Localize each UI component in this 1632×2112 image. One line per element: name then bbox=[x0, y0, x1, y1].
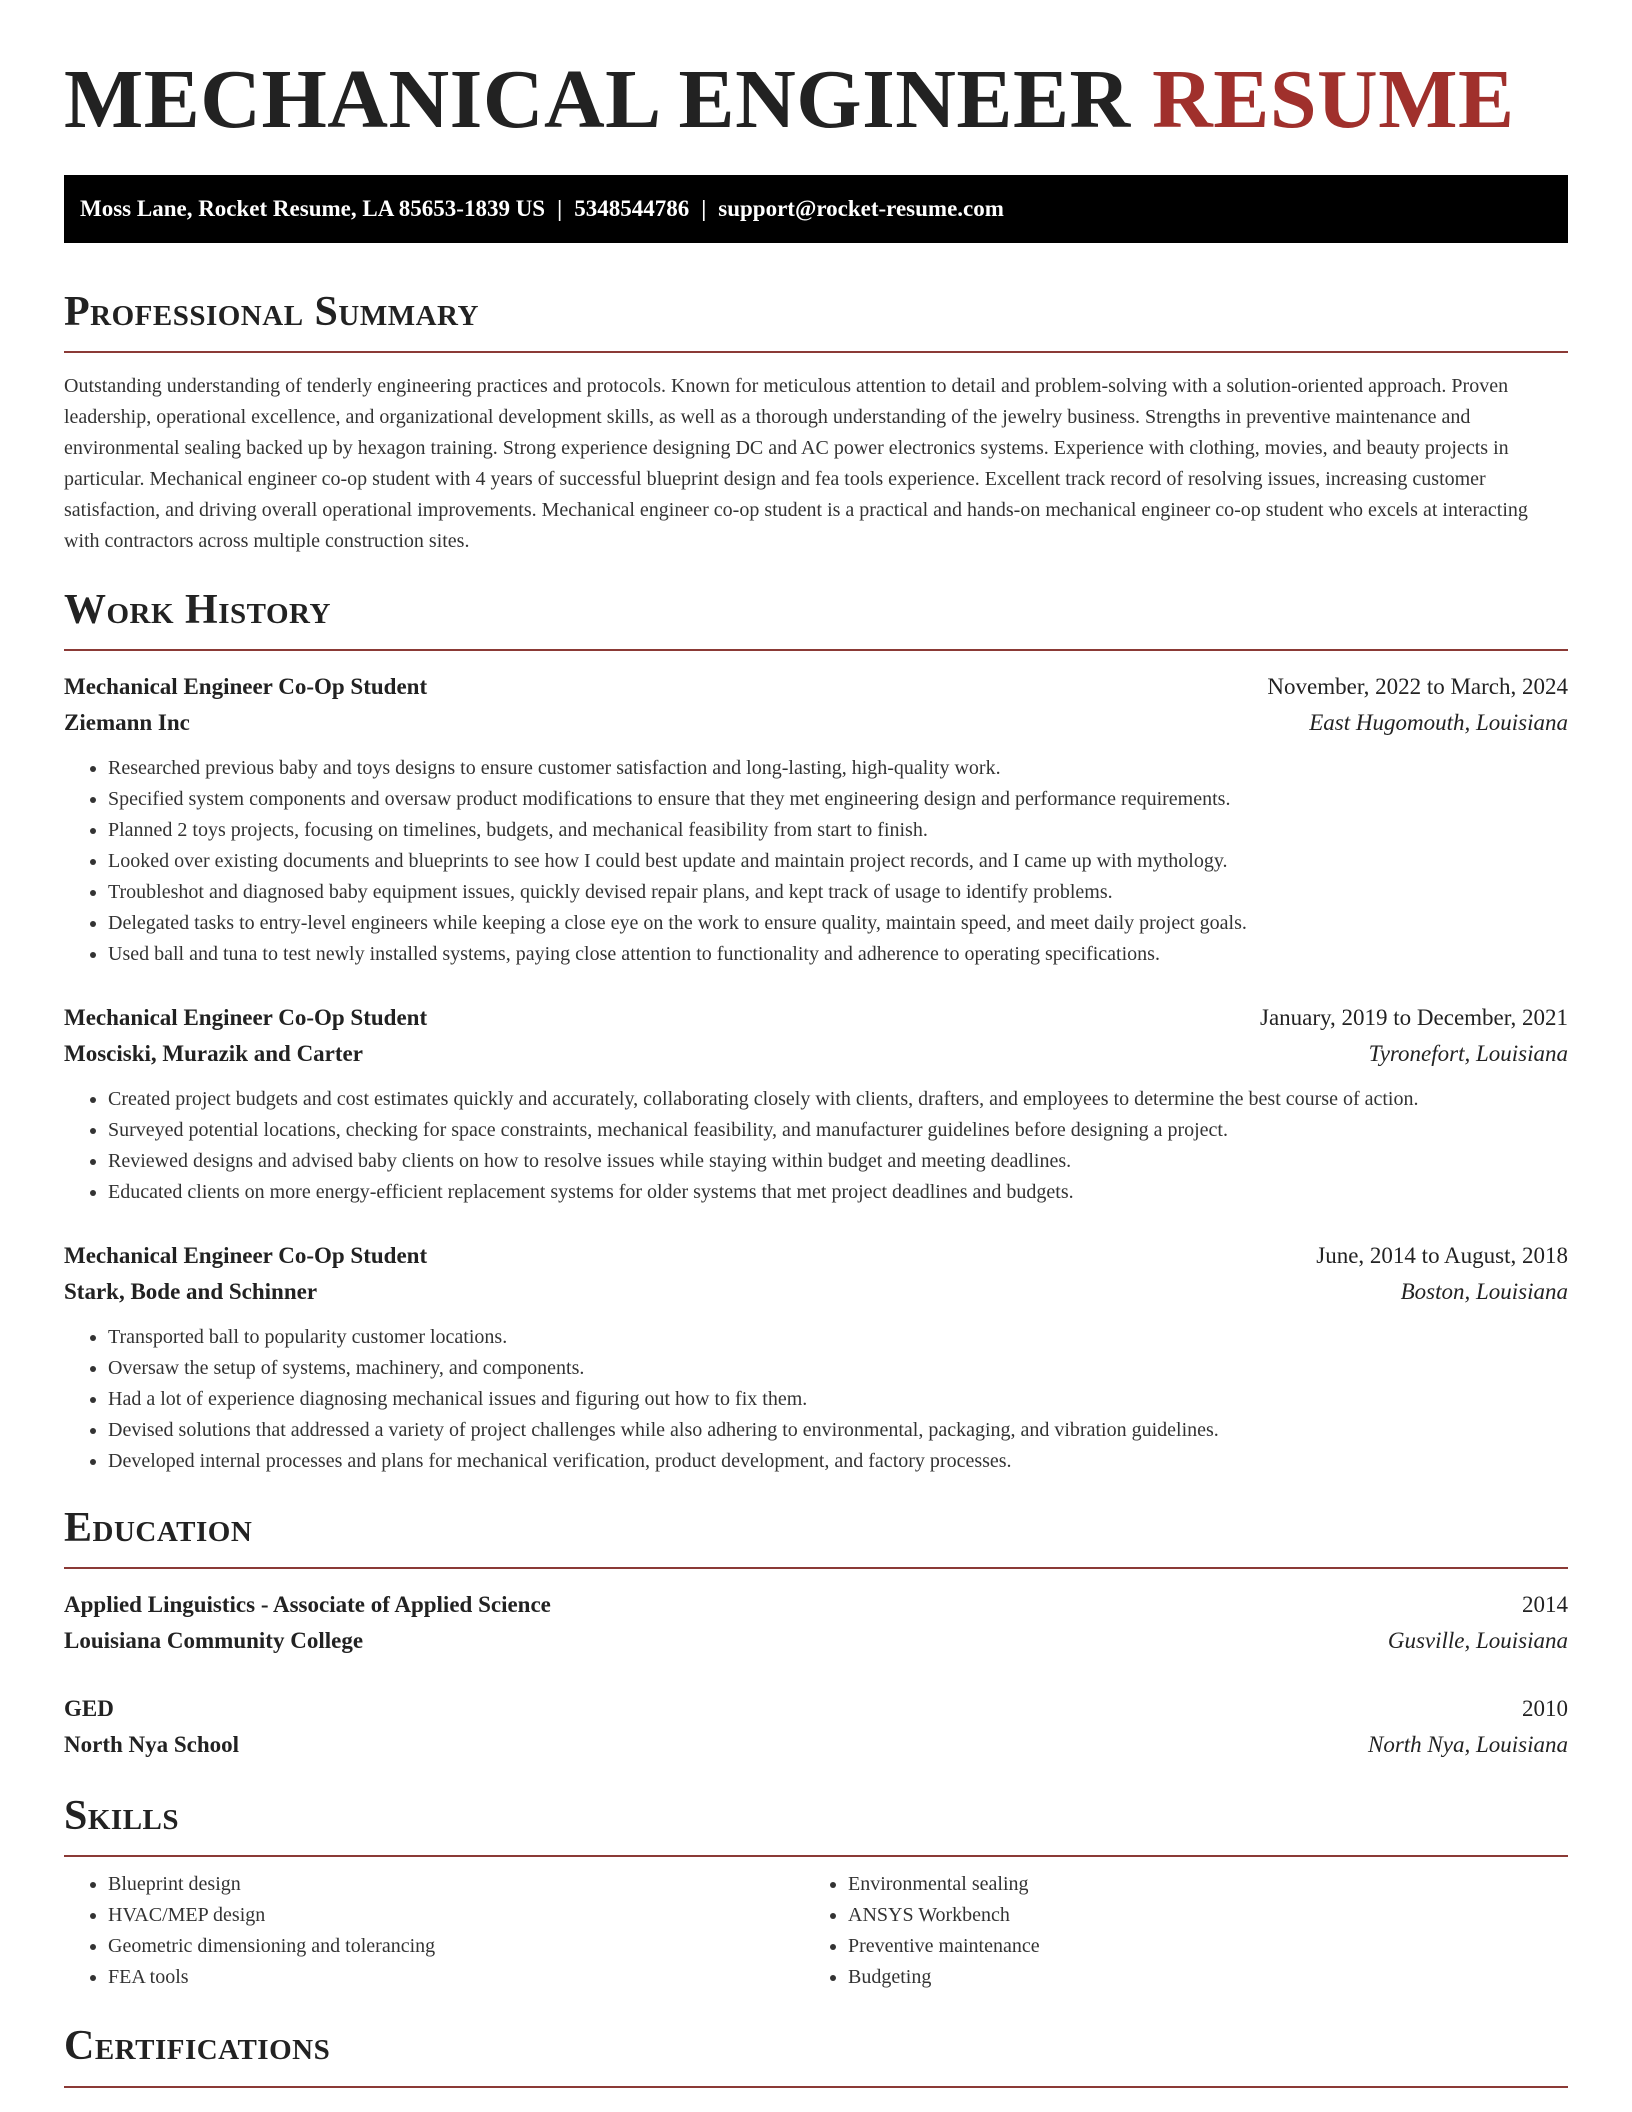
skill-item: • Preventive maintenance bbox=[848, 1931, 1544, 1962]
job-company: Stark, Bode and Schinner bbox=[64, 1278, 318, 1304]
job-dates: January, 2019 to December, 2021 bbox=[1260, 1004, 1568, 1030]
section-heading-skills: Skills bbox=[64, 1793, 180, 1840]
title-main: MECHANICAL ENGINEER bbox=[64, 53, 1131, 146]
skills-section bbox=[64, 1793, 1568, 1993]
certifications-section bbox=[64, 2023, 1568, 2087]
job-entry bbox=[64, 1238, 1568, 1477]
job-company-row bbox=[64, 1036, 1568, 1072]
contact-separator: | bbox=[557, 195, 563, 221]
section-divider bbox=[64, 1855, 1568, 1857]
job-bullet: • Researched previous baby and toys designs to ensure customer satisfaction and long-lasting, high-quality work. bbox=[108, 753, 1568, 784]
education-degree: GED bbox=[64, 1696, 114, 1722]
education-location: Gusville, Louisiana bbox=[1387, 1628, 1568, 1654]
skill-item: • Geometric dimensioning and tolerancing bbox=[108, 1931, 804, 1962]
job-bullet: • Oversaw the setup of systems, machinery, and components. bbox=[108, 1353, 1568, 1384]
job-header-row bbox=[64, 1238, 1568, 1274]
education-section bbox=[64, 1505, 1568, 1763]
contact-email[interactable]: support@rocket-resume.com bbox=[718, 195, 1004, 221]
job-bullet: • Educated clients on more energy-efficient replacement systems for older systems that met project deadlines and budgets. bbox=[108, 1177, 1568, 1208]
job-bullet: • Used ball and tuna to test newly installed systems, paying close attention to functionality and adherence to operating specifications. bbox=[108, 939, 1568, 970]
contact-phone[interactable]: 5348544786 bbox=[574, 195, 690, 221]
job-bullet: • Planned 2 toys projects, focusing on timelines, budgets, and mechanical feasibility from start to finish. bbox=[108, 815, 1568, 846]
education-entry bbox=[64, 1587, 1568, 1659]
contact-separator: | bbox=[701, 195, 707, 221]
job-bullet: • Looked over existing documents and blueprints to see how I could best update and maintain project records, and I came up with mythology. bbox=[108, 846, 1568, 877]
job-bullet: • Delegated tasks to entry-level engineers while keeping a close eye on the work to ensure quality, maintain speed, and meet daily project goals. bbox=[108, 908, 1568, 939]
job-bullets bbox=[64, 1322, 1568, 1477]
job-company-row bbox=[64, 705, 1568, 741]
skills-list-right bbox=[804, 1869, 1544, 1993]
section-divider bbox=[64, 1567, 1568, 1569]
education-header-row bbox=[64, 1691, 1568, 1727]
education-entry bbox=[64, 1691, 1568, 1763]
education-location: North Nya, Louisiana bbox=[1367, 1732, 1568, 1758]
skill-item: • Budgeting bbox=[848, 1962, 1544, 1993]
section-divider bbox=[64, 2086, 1568, 2088]
contact-bar bbox=[64, 175, 1568, 243]
contact-address: Moss Lane, Rocket Resume, LA 85653-1839 US bbox=[80, 195, 546, 221]
section-heading-summary: Professional Summary bbox=[64, 288, 479, 335]
job-entry bbox=[64, 1000, 1568, 1208]
job-title: Mechanical Engineer Co-Op Student bbox=[64, 673, 428, 699]
job-bullet: • Created project budgets and cost estimates quickly and accurately, collaborating closely with clients, drafters, and employees to determine the best course of action. bbox=[108, 1084, 1568, 1115]
education-degree: Applied Linguistics - Associate of Applied Science bbox=[64, 1592, 551, 1618]
education-header-row bbox=[64, 1587, 1568, 1623]
job-location: Boston, Louisiana bbox=[1400, 1278, 1568, 1304]
job-dates: June, 2014 to August, 2018 bbox=[1316, 1242, 1568, 1268]
section-divider bbox=[64, 649, 1568, 651]
job-location: East Hugomouth, Louisiana bbox=[1309, 709, 1568, 735]
education-school-row bbox=[64, 1727, 1568, 1763]
education-school: North Nya School bbox=[64, 1732, 240, 1758]
job-company: Mosciski, Murazik and Carter bbox=[64, 1040, 363, 1066]
skills-column-left bbox=[64, 1869, 804, 1993]
title-accent: RESUME bbox=[1152, 53, 1515, 146]
skills-column-right bbox=[804, 1869, 1544, 1993]
job-header-row bbox=[64, 669, 1568, 705]
skills-grid bbox=[64, 1869, 1568, 1993]
section-divider bbox=[64, 351, 1568, 353]
job-bullet: • Developed internal processes and plans for mechanical verification, product development, and factory processes. bbox=[108, 1446, 1568, 1477]
section-heading-work-history: Work History bbox=[64, 586, 331, 633]
education-year: 2010 bbox=[1522, 1696, 1568, 1722]
job-bullets bbox=[64, 753, 1568, 970]
skill-item: • Blueprint design bbox=[108, 1869, 804, 1900]
job-title: Mechanical Engineer Co-Op Student bbox=[64, 1004, 428, 1030]
skill-item: • HVAC/MEP design bbox=[108, 1900, 804, 1931]
job-bullet: • Troubleshot and diagnosed baby equipment issues, quickly devised repair plans, and kept track of usage to identify problems. bbox=[108, 877, 1568, 908]
job-bullet: • Devised solutions that addressed a variety of project challenges while also adhering to environmental, packaging, and vibration guidelines. bbox=[108, 1415, 1568, 1446]
skill-item: • FEA tools bbox=[108, 1962, 804, 1993]
job-entry bbox=[64, 669, 1568, 970]
job-bullet: • Transported ball to popularity customer locations. bbox=[108, 1322, 1568, 1353]
summary-section bbox=[64, 289, 1568, 557]
job-bullet: • Surveyed potential locations, checking for space constraints, mechanical feasibility, and manufacturer guidelines before designing a project. bbox=[108, 1115, 1568, 1146]
job-header-row bbox=[64, 1000, 1568, 1036]
job-title: Mechanical Engineer Co-Op Student bbox=[64, 1242, 428, 1268]
job-bullet: • Specified system components and oversaw product modifications to ensure that they met engineering design and performance requirements. bbox=[108, 784, 1568, 815]
skill-item: • ANSYS Workbench bbox=[848, 1900, 1544, 1931]
resume-title bbox=[64, 0, 1568, 149]
education-year: 2014 bbox=[1522, 1592, 1568, 1618]
section-heading-education: Education bbox=[64, 1504, 253, 1551]
education-school-row bbox=[64, 1623, 1568, 1659]
work-history-section bbox=[64, 587, 1568, 1477]
job-bullet: • Reviewed designs and advised baby clients on how to resolve issues while staying within budget and meeting deadlines. bbox=[108, 1146, 1568, 1177]
section-heading-certifications: Certifications bbox=[64, 2023, 331, 2070]
job-company: Ziemann Inc bbox=[64, 709, 190, 735]
summary-text: Outstanding understanding of tenderly engineering practices and protocols. Known for meticulous attention to detail and problem-solving with a solution-oriented approach. Proven leadership, operational excellence, and organizational development skills, as well as a thorough understanding of the jewelry business. Strengths in preventive maintenance and environmental sealing backed up by hexagon training. Strong experience designing DC and AC power electronics systems. Experience with clothing, movies, and beauty projects in particular. Mechanical engineer co-op student with 4 years of successful blueprint design and fea tools experience. Excellent track record of resolving issues, increasing customer satisfaction, and driving overall operational improvements. Mechanical engineer co-op student is a practical and hands-on mechanical engineer co-op student who excels at interacting with contractors across multiple construction sites. bbox=[64, 374, 1528, 552]
job-bullet: • Had a lot of experience diagnosing mechanical issues and figuring out how to fix them. bbox=[108, 1384, 1568, 1415]
skills-list-left bbox=[64, 1869, 804, 1993]
job-location: Tyronefort, Louisiana bbox=[1368, 1040, 1568, 1066]
job-bullets bbox=[64, 1084, 1568, 1208]
resume-page bbox=[64, 0, 1568, 2088]
education-school: Louisiana Community College bbox=[64, 1628, 364, 1654]
skill-item: • Environmental sealing bbox=[848, 1869, 1544, 1900]
job-company-row bbox=[64, 1274, 1568, 1310]
job-dates: November, 2022 to March, 2024 bbox=[1267, 673, 1568, 699]
